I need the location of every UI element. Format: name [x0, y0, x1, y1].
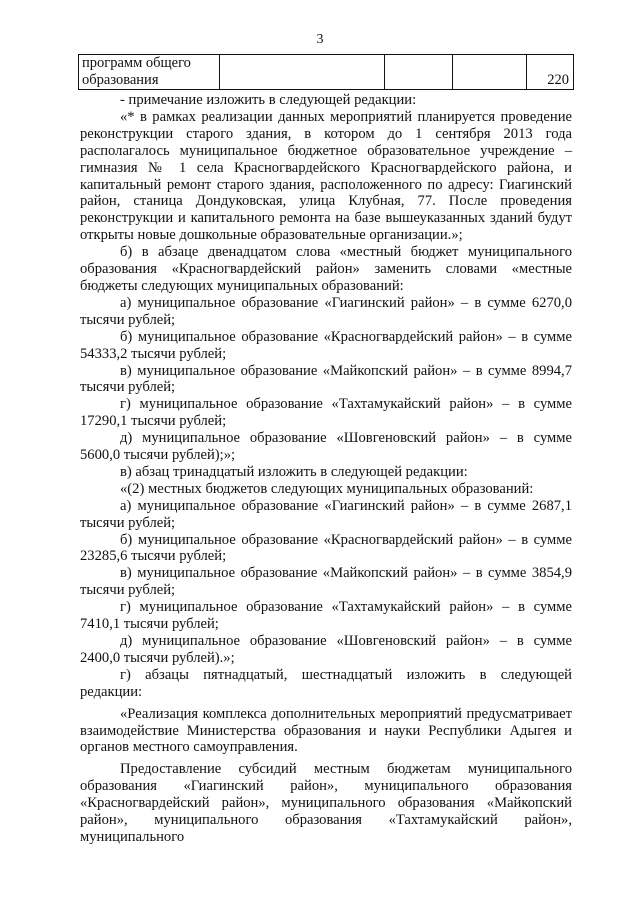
paragraph: б) в абзаце двенадцатом слова «местный бюджет муниципального образования «Красногвардейский район» заменить словами «местные бюджеты следующих муниципальных образований:	[80, 244, 572, 294]
paragraph: д) муниципальное образование «Шовгеновский район» – в сумме 5600,0 тысячи рублей);»;	[80, 430, 572, 464]
paragraph: б) муниципальное образование «Красногвардейский район» – в сумме 23285,6 тысячи рублей;	[80, 531, 572, 565]
paragraph: г) абзацы пятнадцатый, шестнадцатый изложить в следующей редакции:	[80, 666, 572, 700]
paragraph: Предоставление субсидий местным бюджетам муниципального образования «Гиагинский район», муниципального образования «Красногвардейский район», муниципального образования «Майкопский район», муниципального образования «Тахтамукайский район», муниципального	[80, 761, 572, 845]
table-label-line2: образования	[82, 72, 159, 88]
paragraph: - примечание изложить в следующей редакции:	[120, 92, 417, 108]
paragraph: г) муниципальное образование «Тахтамукайский район» – в сумме 7410,1 тысячи рублей;	[80, 599, 572, 633]
paragraph: «Реализация комплекса дополнительных мероприятий предусматривает взаимодействие Министерства образования и науки Республики Адыгея и органов местного самоуправления.	[80, 705, 572, 756]
paragraph: «* в рамках реализации данных мероприятий планируется проведение реконструкции старого здания, в котором до 1 сентября 2013 года располагалось муниципальное бюджетное образовательное учреждение – гимназия № 1 села Красногвардейского Красногвардейского района, и капитальный ремонт старого здания, расположенного по адресу: Гиагинский район, станица Дондуковская, улица Клубная, 77. После проведения реконструкции и капитального ремонта на базе вышеуказанных зданий будут открыты новые дошкольные образовательные организации.»;	[80, 108, 572, 244]
paragraph: б) муниципальное образование «Красногвардейский район» – в сумме 54333,2 тысячи рублей;	[80, 328, 572, 362]
document-body	[80, 92, 572, 846]
program-table	[78, 54, 574, 90]
paragraph: д) муниципальное образование «Шовгеновский район» – в сумме 2400,0 тысячи рублей).»;	[80, 633, 572, 666]
table-cell-empty	[220, 55, 385, 90]
page-number: 3	[316, 32, 324, 47]
paragraph: в) муниципальное образование «Майкопский район» – в сумме 3854,9 тысячи рублей;	[80, 565, 572, 599]
table-row	[79, 55, 574, 90]
table-cell-value: 220	[527, 55, 574, 90]
table-cell-empty	[453, 55, 527, 90]
paragraph: в) муниципальное образование «Майкопский район» – в сумме 8994,7 тысячи рублей;	[80, 362, 572, 396]
paragraph: в) абзац тринадцатый изложить в следующей редакции:	[120, 463, 468, 480]
paragraph: г) муниципальное образование «Тахтамукайский район» – в сумме 17290,1 тысячи рублей;	[80, 396, 572, 430]
table-cell-empty	[385, 55, 453, 90]
paragraph: «(2) местных бюджетов следующих муниципальных образований:	[120, 480, 534, 497]
table-cell-label	[79, 55, 220, 90]
paragraph: а) муниципальное образование «Гиагинский район» – в сумме 6270,0 тысячи рублей;	[80, 294, 572, 328]
paragraph: а) муниципальное образование «Гиагинский район» – в сумме 2687,1 тысячи рублей;	[80, 497, 572, 531]
table-label-line1: программ общего	[82, 55, 191, 71]
